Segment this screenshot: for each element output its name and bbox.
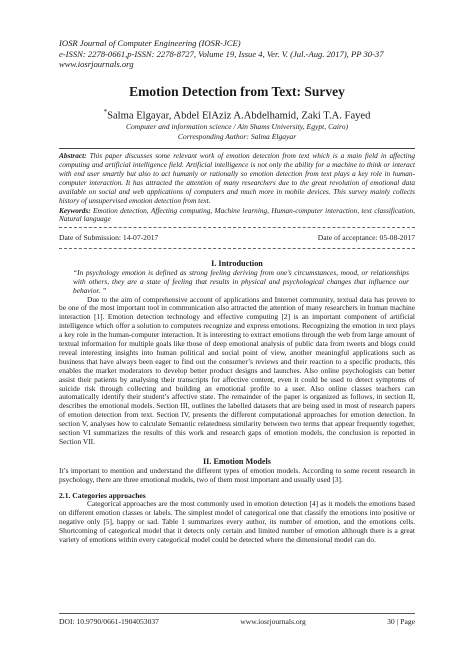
section-heading-emotion-models: II. Emotion Models xyxy=(202,456,271,466)
author-names: Salma Elgayar, Abdel ElAziz A.Abdelhamid, Zaki T.A. Fayed xyxy=(107,110,371,122)
footer-site: www.iosrjournals.org xyxy=(240,617,306,626)
footer-separator: | xyxy=(396,617,399,626)
intro-paragraph: Due to the aim of comprehensive account of applications and Internet community, textual data has proven to be one of the most important tool in communication also attracted the attention of many researchers in human machine interaction [1]. Emotion detection technology and effective computing [2] is an important component of artificial intelligence which offer a solution to computers recognize and express emotions. Recognizing the emotion in text plays a key role in the human-computer interaction. It is interesting to extract emotions through the web from large amount of textual information for multiple goals like those of deep emotional analysis of public data from tweets and blogs could reveal interesting insights into human political and social point of view, another meaningful applications such as business that have always been eager to find out the consumer’s reviews and their reaction to a specific products, this enables the market moderators to develop better product designs and launches. Also online psychologists can better assist their patients by analysing their transcripts for affective content, even it could be used to detect symptoms of suicide risk through collecting and building an emotional profile to a user. Also online classes teachers can automatically identify their student’s affective state. The remainder of the paper is organized as follows, in section II, describes the emotional models. Section III, outlines the labelled datasets that are being used in most of research papers of emotion detection from text. Section IV, presents the different computational approaches for emotion detection. In section V, analyses how to calculate Semantic relatedness similarity between two terms that appear frequently together, section VI summarizes the results of this work and research gaps of emotion models, the conclusion is reported in Section VII. xyxy=(59,294,415,446)
journal-issn: e-ISSN: 2278-0661,p-ISSN: 2278-8727, Volume 19, Issue 4, Ver. V. (Jul.-Aug. 2017), PP 30-37 xyxy=(59,48,384,59)
corresponding-author: Corresponding Author: Salma Elgayar xyxy=(177,131,297,141)
footer-page-word: Page xyxy=(400,617,415,626)
footer-page xyxy=(387,617,415,626)
footer-page-number: 30 xyxy=(387,617,395,626)
author-list xyxy=(59,106,415,123)
journal-name: IOSR Journal of Computer Engineering (IOSR-JCE) xyxy=(59,38,241,48)
keywords-label: Keywords: xyxy=(59,205,91,215)
intro-quote: “In psychology emotion is defined as strong feeling deriving from one’s circumstances, mood, or relationships with others, they are a state of feeling that results in physical and psychological changes that influence our behavior. ” xyxy=(73,267,409,295)
abstract-text: This paper discusses some relevant work of emotion detection from text which is a main field in affecting computing and artificial intelligence field. Artificial intelligence is not only the ability for a machine to think or interact with end user smartly but also to act humanly or rationally so emotion detection from text plays a key role in human-computer interaction. It has attracted the attention of many researchers due to the great revolution of emotional data available on social and web applications of computers and much more in mobile devices. This survey mainly collects history of unsupervised emotion detection from text. xyxy=(59,151,416,205)
paper-title: Emotion Detection from Text: Survey xyxy=(129,83,345,99)
divider-bottom xyxy=(59,248,415,249)
acceptance-date: Date of acceptance: 05-08-2017 xyxy=(317,233,415,243)
affiliation: Computer and information science / Ain Shams University, Egypt, Cairo) xyxy=(125,122,349,132)
keywords xyxy=(59,207,415,225)
journal-site: www.iosrjournals.org xyxy=(59,59,134,70)
subsection-heading-categories: 2.1. Categories approaches xyxy=(59,490,146,500)
keywords-text: Emotion detection, Affecting computing, Machine learning, Human-computer interaction, text classification, Natural language xyxy=(59,205,415,224)
footer-doi: DOI: 10.9790/0661-1904053037 xyxy=(59,617,159,626)
author-mark: * xyxy=(103,107,108,116)
section-heading-introduction: I. Introduction xyxy=(211,258,263,268)
dates-row xyxy=(59,231,415,244)
abstract xyxy=(59,148,415,205)
page-footer xyxy=(59,613,415,626)
submission-date: Date of Submission: 14-07-2017 xyxy=(59,233,159,243)
abstract-label: Abstract: xyxy=(59,151,87,161)
divider-top xyxy=(59,227,415,228)
journal-header xyxy=(59,38,415,70)
models-paragraph: It’s important to mention and understand the different types of emotion models. According to some recent research in psychology, there are three emotional models, two of them most important and usually used [3]. xyxy=(59,465,415,484)
categories-paragraph: Categorical approaches are the most commonly used in emotion detection [4] as it models the emotions based on different emotion classes or labels. The simplest model of categorical one that classify the emotions into positive or negative only [5], happy or sad. Table 1 summarizes every author, its number of emotion, and the emotions cells. Shortcoming of categorical model that it detects only certain and limited number of emotion although there is a great variety of emotions within every categorical model could be detected where the dimensional model can do. xyxy=(59,499,415,544)
